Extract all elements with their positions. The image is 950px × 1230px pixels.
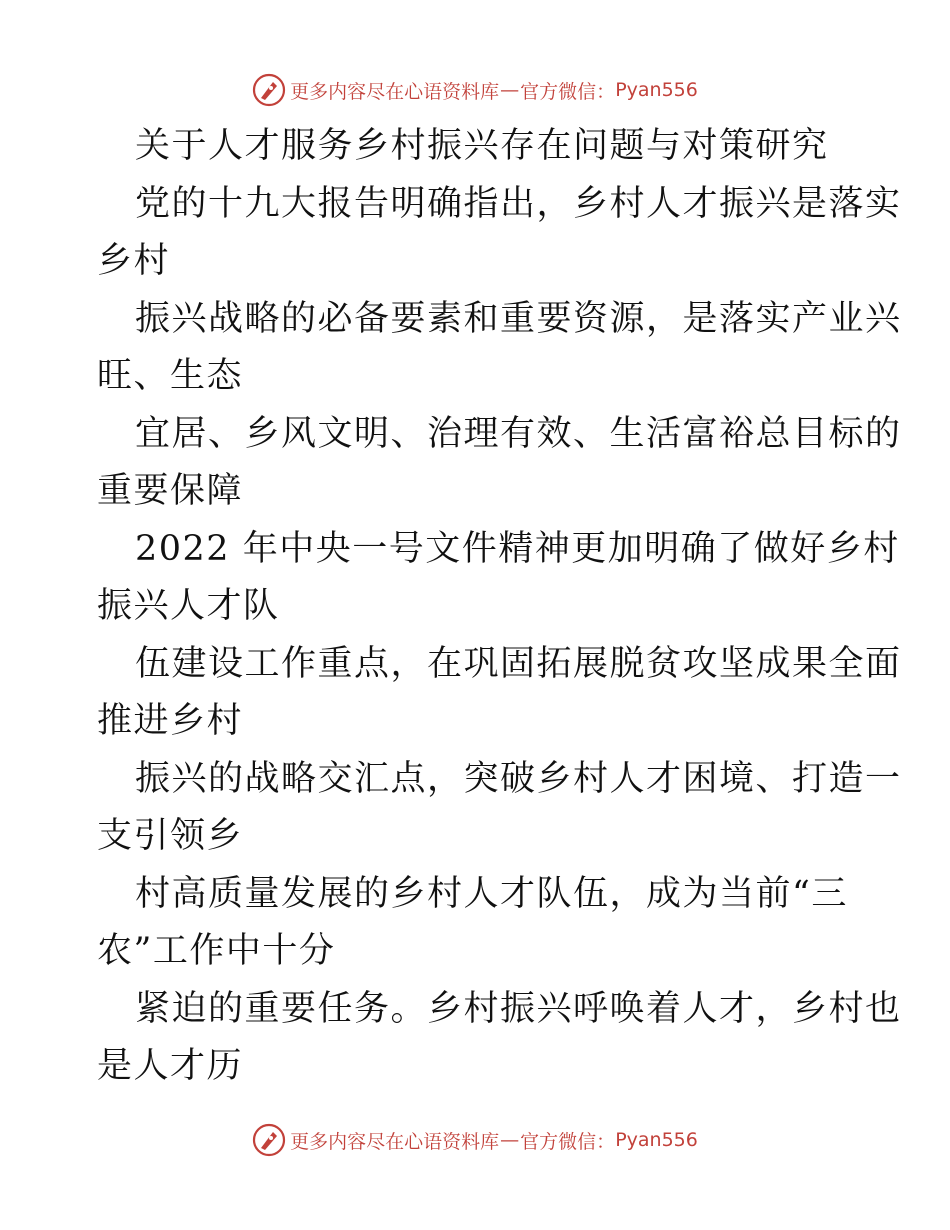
- paragraph-line: 2022 年中央一号文件精神更加明确了做好乡村: [135, 528, 900, 569]
- paragraph-line: 重要保障: [97, 471, 244, 511]
- pen-nib-logo-icon: [252, 73, 286, 107]
- document-body: [97, 118, 902, 1096]
- document-title: 关于人才服务乡村振兴存在问题与对策研究: [135, 126, 829, 166]
- paragraph-line: 振兴战略的必备要素和重要资源，是落实产业兴: [135, 298, 902, 339]
- footer-watermark: [0, 1120, 950, 1160]
- watermark-wechat-label: 官方微信：: [520, 1130, 616, 1153]
- header-watermark: [0, 70, 950, 110]
- paragraph-line: 推进乡村: [97, 701, 244, 741]
- paragraph-line: 振兴的战略交汇点，突破乡村人才困境、打造一: [135, 758, 902, 799]
- paragraph-line: 党的十九大报告明确指出，乡村人才振兴是落实: [135, 183, 902, 224]
- paragraph-line: 乡村: [97, 241, 171, 281]
- watermark-wechat-id: Pyan556: [615, 1129, 698, 1151]
- pen-nib-logo-icon: [252, 1123, 286, 1157]
- watermark-wechat-id: Pyan556: [615, 79, 698, 101]
- paragraph-line: 伍建设工作重点，在巩固拓展脱贫攻坚成果全面: [135, 643, 902, 684]
- paragraph-line: 是人才历: [97, 1046, 244, 1086]
- watermark-wechat-label: 官方微信：: [520, 80, 616, 103]
- paragraph-line: 紧迫的重要任务。乡村振兴呼唤着人才，乡村也: [135, 988, 902, 1029]
- watermark-text: 更多内容尽在心语资料库: [290, 1130, 500, 1153]
- watermark-dash: —: [500, 79, 520, 101]
- paragraph-line: 村高质量发展的乡村人才队伍，成为当前“三: [135, 873, 848, 914]
- watermark-text: 更多内容尽在心语资料库: [290, 80, 500, 103]
- paragraph-line: 旺、生态: [97, 356, 244, 396]
- watermark-dash: —: [500, 1129, 520, 1151]
- paragraph-line: 振兴人才队: [97, 586, 280, 626]
- paragraph-line: 支引领乡: [97, 816, 244, 856]
- paragraph-line: 农”工作中十分: [97, 931, 336, 971]
- paragraph-line: 宜居、乡风文明、治理有效、生活富裕总目标的: [135, 413, 902, 454]
